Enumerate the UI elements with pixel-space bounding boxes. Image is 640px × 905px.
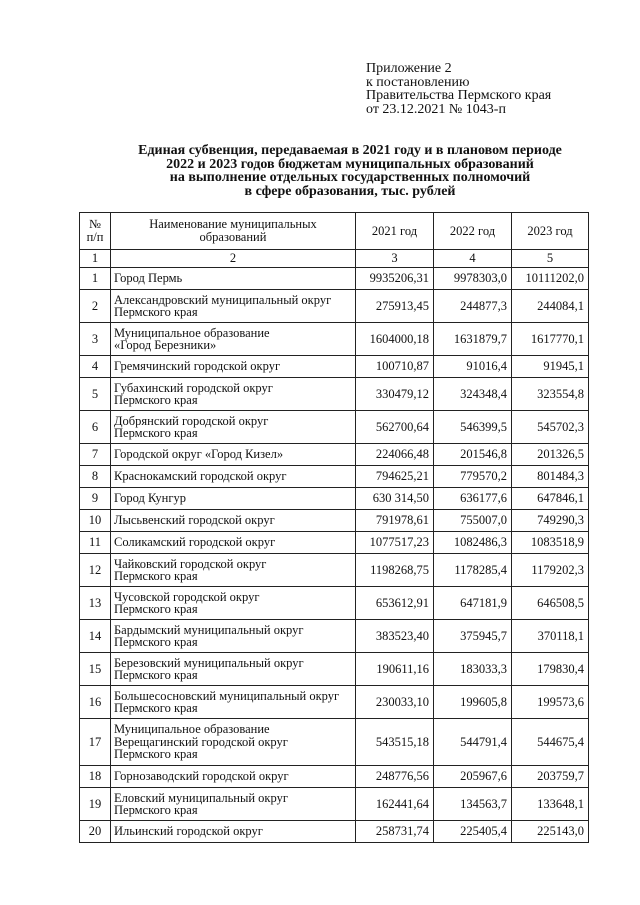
value-2021: 383523,40 bbox=[356, 620, 434, 653]
municipality-name bbox=[111, 488, 356, 510]
row-number: 5 bbox=[80, 378, 111, 411]
value-2022: 755007,0 bbox=[434, 510, 512, 532]
value-2021: 248776,56 bbox=[356, 766, 434, 788]
value-2023: 545702,3 bbox=[512, 411, 589, 444]
row-number: 20 bbox=[80, 821, 111, 843]
municipality-name bbox=[111, 411, 356, 444]
table-row bbox=[80, 587, 589, 620]
row-number: 12 bbox=[80, 554, 111, 587]
row-number: 19 bbox=[80, 788, 111, 821]
title-line-1: Единая субвенция, передаваемая в 2021 году и в плановом периоде bbox=[138, 143, 562, 158]
table-row bbox=[80, 488, 589, 510]
municipality-name bbox=[111, 356, 356, 378]
row-number: 18 bbox=[80, 766, 111, 788]
table-body bbox=[80, 268, 589, 843]
value-2022: 183033,3 bbox=[434, 653, 512, 686]
value-2021: 230033,10 bbox=[356, 686, 434, 719]
municipality-name-line: Чайковский городской округ bbox=[114, 556, 267, 571]
row-number: 7 bbox=[80, 444, 111, 466]
municipality-name bbox=[111, 766, 356, 788]
municipality-name bbox=[111, 587, 356, 620]
header-name-line-1: Наименование муниципальных bbox=[149, 217, 317, 231]
value-2021: 630 314,50 bbox=[356, 488, 434, 510]
municipality-name bbox=[111, 620, 356, 653]
municipality-name-line: Город Кунгур bbox=[114, 491, 186, 506]
municipality-name-line: Пермского края bbox=[114, 701, 198, 715]
row-number: 17 bbox=[80, 719, 111, 766]
value-2023: 203759,7 bbox=[512, 766, 589, 788]
municipality-name-line: Верещагинский городской округ bbox=[114, 734, 288, 749]
municipality-name-line: Пермского края bbox=[114, 569, 198, 583]
row-number: 3 bbox=[80, 323, 111, 356]
value-2021: 1077517,23 bbox=[356, 532, 434, 554]
title-line-3: на выполнение отдельных государственных полномочий bbox=[169, 170, 531, 185]
municipality-name-line: Горнозаводский городской округ bbox=[114, 769, 289, 784]
table-row bbox=[80, 532, 589, 554]
municipality-name-line: Ильинский городской округ bbox=[114, 824, 263, 839]
value-2023: 179830,4 bbox=[512, 653, 589, 686]
municipality-name-line: Добрянский городской округ bbox=[114, 413, 269, 428]
municipality-name-line: Еловский муниципальный округ bbox=[114, 790, 288, 805]
municipality-name-line: Муниципальное образование bbox=[114, 722, 270, 737]
municipality-name-line: Лысьвенский городской округ bbox=[114, 513, 275, 528]
value-2022: 779570,2 bbox=[434, 466, 512, 488]
appendix-note bbox=[366, 62, 551, 116]
municipality-name bbox=[111, 788, 356, 821]
value-2023: 244084,1 bbox=[512, 290, 589, 323]
value-2022: 9978303,0 bbox=[434, 268, 512, 290]
value-2021: 224066,48 bbox=[356, 444, 434, 466]
municipality-name bbox=[111, 653, 356, 686]
value-2021: 190611,16 bbox=[356, 653, 434, 686]
value-2022: 647181,9 bbox=[434, 587, 512, 620]
row-number: 16 bbox=[80, 686, 111, 719]
table-row bbox=[80, 268, 589, 290]
value-2023: 544675,4 bbox=[512, 719, 589, 766]
row-number: 8 bbox=[80, 466, 111, 488]
row-number: 15 bbox=[80, 653, 111, 686]
value-2021: 791978,61 bbox=[356, 510, 434, 532]
municipality-name-line: Александровский муниципальный округ bbox=[114, 292, 332, 307]
value-2021: 330479,12 bbox=[356, 378, 434, 411]
column-number: 3 bbox=[356, 250, 434, 268]
row-number: 10 bbox=[80, 510, 111, 532]
municipality-name bbox=[111, 378, 356, 411]
document-title bbox=[80, 144, 620, 198]
column-number: 5 bbox=[512, 250, 589, 268]
column-number-row bbox=[80, 250, 589, 268]
municipality-name bbox=[111, 444, 356, 466]
table-row bbox=[80, 356, 589, 378]
municipality-name-line: Большесосновский муниципальный округ bbox=[114, 688, 340, 703]
value-2023: 1617770,1 bbox=[512, 323, 589, 356]
municipality-name bbox=[111, 554, 356, 587]
municipality-name bbox=[111, 290, 356, 323]
municipality-name-line: Пермского края bbox=[114, 305, 198, 319]
municipality-name-line: Муниципальное образование bbox=[114, 325, 270, 340]
value-2023: 801484,3 bbox=[512, 466, 589, 488]
value-2022: 1082486,3 bbox=[434, 532, 512, 554]
value-2022: 91016,4 bbox=[434, 356, 512, 378]
municipality-name-line: «Город Березники» bbox=[114, 338, 217, 352]
value-2023: 749290,3 bbox=[512, 510, 589, 532]
header-name-line-2: образований bbox=[199, 230, 267, 244]
header-name bbox=[111, 213, 356, 250]
value-2023: 370118,1 bbox=[512, 620, 589, 653]
municipality-name bbox=[111, 532, 356, 554]
municipality-name-line: Краснокамский городской округ bbox=[114, 469, 287, 484]
row-number: 13 bbox=[80, 587, 111, 620]
value-2022: 1631879,7 bbox=[434, 323, 512, 356]
row-number: 2 bbox=[80, 290, 111, 323]
municipality-name-line: Бардымский муниципальный округ bbox=[114, 622, 304, 637]
table-row bbox=[80, 510, 589, 532]
header-2023: 2023 год bbox=[512, 213, 589, 250]
column-number: 2 bbox=[111, 250, 356, 268]
column-number: 4 bbox=[434, 250, 512, 268]
title-line-2: 2022 и 2023 годов бюджетам муниципальных образований bbox=[166, 156, 534, 172]
value-2023: 201326,5 bbox=[512, 444, 589, 466]
title-line-4: в сфере образования, тыс. рублей bbox=[244, 183, 456, 199]
municipality-name bbox=[111, 686, 356, 719]
value-2022: 205967,6 bbox=[434, 766, 512, 788]
value-2022: 134563,7 bbox=[434, 788, 512, 821]
table-row bbox=[80, 766, 589, 788]
value-2022: 244877,3 bbox=[434, 290, 512, 323]
row-number: 14 bbox=[80, 620, 111, 653]
table-row bbox=[80, 444, 589, 466]
municipality-name-line: Пермского края bbox=[114, 426, 198, 440]
value-2021: 1198268,75 bbox=[356, 554, 434, 587]
value-2021: 1604000,18 bbox=[356, 323, 434, 356]
column-number: 1 bbox=[80, 250, 111, 268]
municipality-name bbox=[111, 821, 356, 843]
header-num: № п/п bbox=[80, 213, 111, 250]
municipality-name-line: Городской округ «Город Кизел» bbox=[114, 447, 284, 462]
table-row bbox=[80, 411, 589, 444]
value-2022: 199605,8 bbox=[434, 686, 512, 719]
municipality-name bbox=[111, 466, 356, 488]
value-2023: 646508,5 bbox=[512, 587, 589, 620]
value-2021: 543515,18 bbox=[356, 719, 434, 766]
value-2022: 1178285,4 bbox=[434, 554, 512, 587]
value-2021: 653612,91 bbox=[356, 587, 434, 620]
table-row bbox=[80, 719, 589, 766]
table-row bbox=[80, 821, 589, 843]
table-row bbox=[80, 788, 589, 821]
value-2023: 647846,1 bbox=[512, 488, 589, 510]
value-2021: 9935206,31 bbox=[356, 268, 434, 290]
municipality-name-line: Пермского края bbox=[114, 393, 198, 407]
municipality-name-line: Пермского края bbox=[114, 635, 198, 649]
value-2023: 1179202,3 bbox=[512, 554, 589, 587]
table-row bbox=[80, 323, 589, 356]
value-2022: 546399,5 bbox=[434, 411, 512, 444]
value-2023: 225143,0 bbox=[512, 821, 589, 843]
appendix-line-2: к постановлению bbox=[366, 74, 470, 90]
table-row bbox=[80, 290, 589, 323]
municipality-name-line: Соликамский городской округ bbox=[114, 535, 276, 550]
table-row bbox=[80, 686, 589, 719]
appendix-line-1: Приложение 2 bbox=[366, 61, 452, 76]
municipality-name-line: Пермского края bbox=[114, 602, 198, 616]
table-header-row bbox=[80, 213, 589, 250]
municipality-name bbox=[111, 510, 356, 532]
row-number: 9 bbox=[80, 488, 111, 510]
municipality-name-line: Пермского края bbox=[114, 668, 198, 682]
value-2021: 275913,45 bbox=[356, 290, 434, 323]
municipality-name-line: Губахинский городской округ bbox=[114, 380, 273, 395]
value-2022: 375945,7 bbox=[434, 620, 512, 653]
row-number: 4 bbox=[80, 356, 111, 378]
subvention-table bbox=[79, 212, 589, 843]
table-row bbox=[80, 378, 589, 411]
value-2021: 100710,87 bbox=[356, 356, 434, 378]
value-2021: 794625,21 bbox=[356, 466, 434, 488]
table-row bbox=[80, 554, 589, 587]
table-row bbox=[80, 653, 589, 686]
value-2023: 91945,1 bbox=[512, 356, 589, 378]
row-number: 11 bbox=[80, 532, 111, 554]
municipality-name-line: Пермского края bbox=[114, 747, 198, 762]
value-2023: 1083518,9 bbox=[512, 532, 589, 554]
value-2023: 10111202,0 bbox=[512, 268, 589, 290]
municipality-name bbox=[111, 719, 356, 766]
value-2021: 258731,74 bbox=[356, 821, 434, 843]
value-2022: 636177,6 bbox=[434, 488, 512, 510]
row-number: 1 bbox=[80, 268, 111, 290]
value-2023: 199573,6 bbox=[512, 686, 589, 719]
municipality-name-line: Город Пермь bbox=[114, 271, 183, 286]
value-2022: 201546,8 bbox=[434, 444, 512, 466]
table-row bbox=[80, 466, 589, 488]
municipality-name-line: Пермского края bbox=[114, 803, 198, 817]
appendix-line-4: от 23.12.2021 № 1043-п bbox=[366, 101, 506, 117]
municipality-name-line: Гремячинский городской округ bbox=[114, 359, 281, 374]
row-number: 6 bbox=[80, 411, 111, 444]
municipality-name bbox=[111, 268, 356, 290]
value-2022: 225405,4 bbox=[434, 821, 512, 843]
value-2022: 324348,4 bbox=[434, 378, 512, 411]
value-2021: 162441,64 bbox=[356, 788, 434, 821]
municipality-name bbox=[111, 323, 356, 356]
table-row bbox=[80, 620, 589, 653]
appendix-line-3: Правительства Пермского края bbox=[366, 88, 552, 103]
value-2023: 133648,1 bbox=[512, 788, 589, 821]
value-2023: 323554,8 bbox=[512, 378, 589, 411]
header-2021: 2021 год bbox=[356, 213, 434, 250]
municipality-name-line: Чусовской городской округ bbox=[114, 589, 260, 604]
value-2021: 562700,64 bbox=[356, 411, 434, 444]
municipality-name-line: Березовский муниципальный округ bbox=[114, 655, 304, 670]
header-2022: 2022 год bbox=[434, 213, 512, 250]
value-2022: 544791,4 bbox=[434, 719, 512, 766]
